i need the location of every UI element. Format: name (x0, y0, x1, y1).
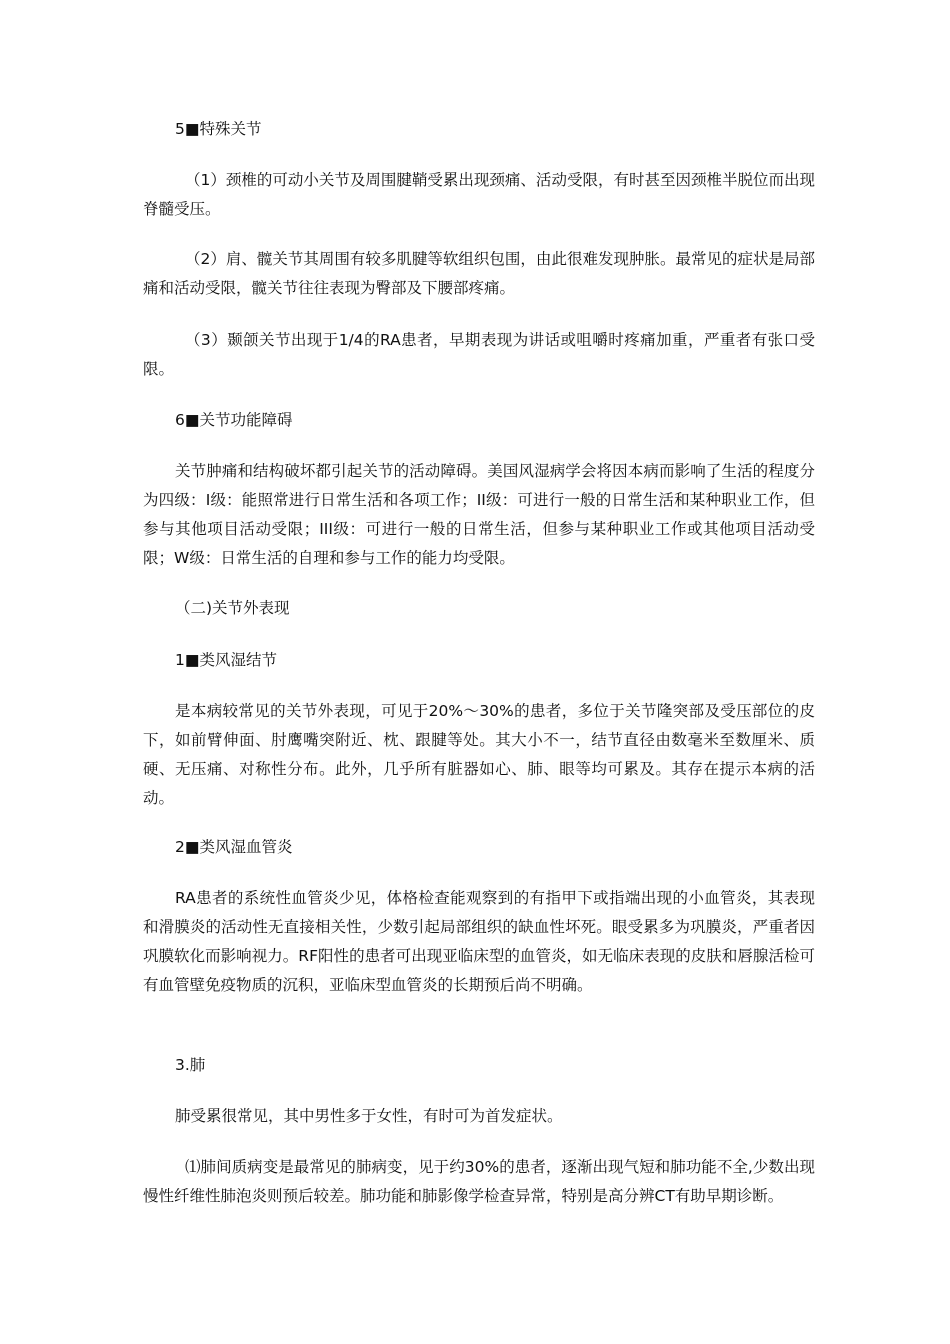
section-heading-lung: 3.肺 (175, 1056, 206, 1074)
paragraph-shoulder-hip: （2）肩、髋关节其周围有较多肌腱等软组织包围，由此很难发现肿胀。最常见的症状是局部痛和活动受限，髋关节往往表现为臀部及下腰部疼痛。 (143, 250, 815, 297)
paragraph-dysfunction-grades: 关节肿痛和结构破坏都引起关节的活动障碍。美国风湿病学会将因本病而影响了生活的程度分为四级：I级：能照常进行日常生活和各项工作；II级：可进行一般的日常生活和某种职业工作，但参与其他项目活动受限；III级：可进行一般的日常生活，但参与某种职业工作或其他项目活动受限；W级：日常生活的自理和参与工作的能力均受限。 (143, 462, 815, 567)
paragraph-vasculitis: RA患者的系统性血管炎少见，体格检查能观察到的有指甲下或指端出现的小血管炎，其表现和滑膜炎的活动性无直接相关性，少数引起局部组织的缺血性坏死。眼受累多为巩膜炎，严重者因巩膜软化而影响视力。RF阳性的患者可出现亚临床型的血管炎，如无临床表现的皮肤和唇腺活检可有血管壁免疫物质的沉积，亚临床型血管炎的长期预后尚不明确。 (143, 889, 815, 994)
section-heading-extra-articular: （二)关节外表现 (175, 599, 290, 617)
paragraph-rheumatoid-nodules: 是本病较常见的关节外表现，可见于20%〜30%的患者，多位于关节隆突部及受压部位的皮下，如前臂伸面、肘鹰嘴突附近、枕、跟腱等处。其大小不一，结节直径由数毫米至数厘米、质硬、无压痛、对称性分布。此外，几乎所有脏器如心、肺、眼等均可累及。其存在提示本病的活动。 (143, 702, 815, 807)
paragraph-interstitial-lung: ⑴肺间质病变是最常见的肺病变，见于约30%的患者，逐渐出现气短和肺功能不全,少数出现慢性纤维性肺泡炎则预后较差。肺功能和肺影像学检查异常，特别是高分辨CT有助早期诊断。 (143, 1158, 815, 1205)
section-heading-special-joints: 5■特殊关节 (175, 120, 262, 138)
section-heading-joint-dysfunction: 6■关节功能障碍 (175, 411, 293, 429)
paragraph-tmj: （3）颞颌关节出现于1/4的RA患者，早期表现为讲话或咀嚼时疼痛加重，严重者有张口受限。 (143, 331, 815, 378)
paragraph-lung-intro: 肺受累很常见，其中男性多于女性，有时可为首发症状。 (175, 1107, 563, 1125)
paragraph-cervical-spine: （1）颈椎的可动小关节及周围腱鞘受累出现颈痛、活动受限，有时甚至因颈椎半脱位而出现脊髓受压。 (143, 171, 815, 218)
section-heading-rheumatoid-nodules: 1■类风湿结节 (175, 651, 278, 669)
section-heading-vasculitis: 2■类风湿血管炎 (175, 838, 293, 856)
